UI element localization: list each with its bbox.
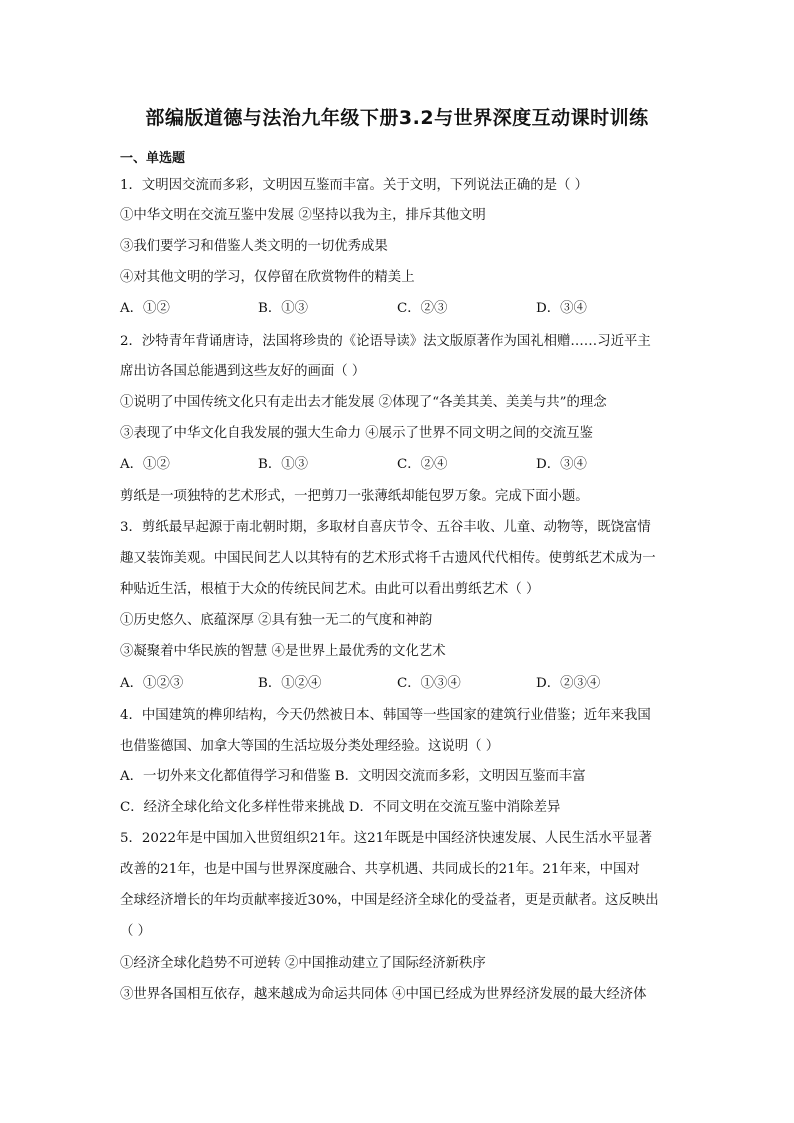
q5-stem-line: （ ）: [120, 924, 152, 939]
q2-option-d: D．③④: [536, 457, 587, 472]
q3-stem-line: 趣又装饰美观。中国民间艺人以其特有的艺术形式将千古遗风代代相传。使剪纸艺术成为一: [120, 551, 656, 566]
q3-item: ①历史悠久、底蕴深厚 ②具有独一无二的气度和神韵: [120, 613, 433, 628]
q2-option-c: C．②④: [397, 457, 448, 472]
q1-option-b: B．①③: [258, 301, 309, 316]
q5-stem-line: 全球经济增长的年均贡献率接近30%，中国是经济全球化的受益者，更是贡献者。这反映出: [120, 893, 659, 908]
q2-stem-line: 席出访各国总能遇到这些友好的画面（ ）: [120, 364, 366, 379]
q1-item: ④对其他文明的学习，仅停留在欣赏物件的精美上: [120, 270, 415, 285]
q2-item: ③表现了中华文化自我发展的强大生命力 ④展示了世界不同文明之间的交流互鉴: [120, 426, 593, 441]
section-heading: 一、单选题: [120, 151, 186, 166]
document-title: 部编版道德与法治九年级下册3.2与世界深度互动课时训练: [145, 107, 649, 129]
q3-option-d: D．②③④: [536, 676, 601, 691]
q4-stem-line: 4．中国建筑的榫卯结构，今天仍然被日本、韩国等一些国家的建筑行业借鉴；近年来我国: [120, 708, 651, 723]
q1-option-c: C．②③: [397, 301, 448, 316]
q3-item: ③凝聚着中华民族的智慧 ④是世界上最优秀的文化艺术: [120, 644, 446, 659]
q5-item: ①经济全球化趋势不可逆转 ②中国推动建立了国际经济新秩序: [120, 956, 486, 971]
q2-stem-line: 2．沙特青年背诵唐诗，法国将珍贵的《论语导读》法文版原著作为国礼相赠……习近平主: [120, 334, 651, 349]
q1-option-a: A．①②: [120, 301, 170, 316]
q1-stem: 1．文明因交流而多彩，文明因互鉴而丰富。关于文明，下列说法正确的是（ ）: [120, 178, 589, 193]
q5-item: ③世界各国相互依存，越来越成为命运共同体 ④中国已经成为世界经济发展的最大经济体: [120, 987, 647, 1002]
q1-item: ③我们要学习和借鉴人类文明的一切优秀成果: [120, 239, 388, 254]
q1-option-d: D．③④: [536, 301, 587, 316]
q4-options-ab: A．一切外来文化都值得学习和借鉴 B．文明因交流而多彩，文明因互鉴而丰富: [120, 769, 586, 784]
q3-stem-line: 种贴近生活，根植于大众的传统民间艺术。由此可以看出剪纸艺术（ ）: [120, 582, 540, 597]
q4-options-cd: C．经济全球化给文化多样性带来挑战 D．不同文明在交流互鉴中消除差异: [120, 800, 561, 815]
q3-option-b: B．①②④: [258, 676, 322, 691]
q1-item: ①中华文明在交流互鉴中发展 ②坚持以我为主，排斥其他文明: [120, 208, 486, 223]
group-intro: 剪纸是一项独特的艺术形式，一把剪刀一张薄纸却能包罗万象。完成下面小题。: [120, 489, 589, 504]
q5-stem-line: 改善的21年，也是中国与世界深度融合、共享机遇、共同成长的21年。21年来，中国对: [120, 862, 640, 877]
q2-item: ①说明了中国传统文化只有走出去才能发展 ②体现了“各美其美、美美与共”的理念: [120, 395, 607, 410]
q4-stem-line: 也借鉴德国、加拿大等国的生活垃圾分类处理经验。这说明（ ）: [120, 739, 500, 754]
q3-option-c: C．①③④: [397, 676, 461, 691]
q3-stem-line: 3．剪纸最早起源于南北朝时期，多取材自喜庆节令、五谷丰收、儿童、动物等，既饶富情: [120, 520, 651, 535]
q3-option-a: A．①②③: [120, 676, 184, 691]
q2-option-b: B．①③: [258, 457, 309, 472]
q2-option-a: A．①②: [120, 457, 170, 472]
q5-stem-line: 5．2022年是中国加入世贸组织21年。这21年既是中国经济快速发展、人民生活水平显著: [120, 831, 652, 846]
